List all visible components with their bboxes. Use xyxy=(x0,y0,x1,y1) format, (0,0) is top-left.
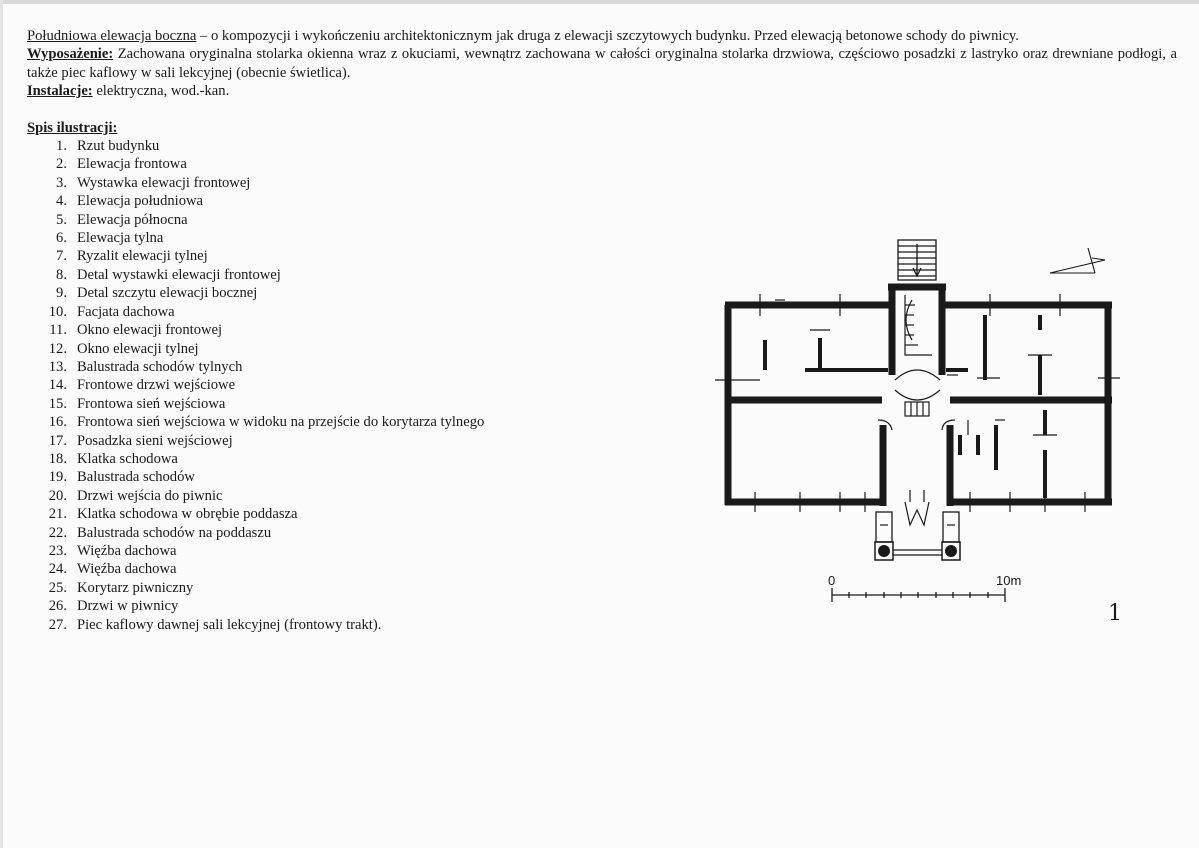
list-item-number: 21. xyxy=(48,506,67,523)
list-item-number: 8. xyxy=(56,266,67,283)
list-item-number: 22. xyxy=(48,524,67,541)
list-item-text: Elewacja frontowa xyxy=(77,156,187,173)
floor-plan-drawing xyxy=(700,230,1120,630)
south-elevation-text: – o kompozycji i wykończeniu architektonicznym jak druga z elewacji szczytowych budynku. Przed elewacją betonowe schody do piwnicy. xyxy=(196,28,1019,44)
list-item-number: 23. xyxy=(48,542,67,559)
south-elevation-title: Południowa elewacja boczna xyxy=(27,28,197,44)
list-item-text: Klatka schodowa w obrębie poddasza xyxy=(77,506,298,523)
list-item-text: Więźba dachowa xyxy=(77,542,177,559)
list-item-text: Elewacja południowa xyxy=(77,193,204,210)
list-item-number: 13. xyxy=(48,358,67,375)
list-item xyxy=(27,211,1177,229)
list-item-text: Wystawka elewacji frontowej xyxy=(77,174,251,191)
list-item-text: Więźba dachowa xyxy=(77,561,177,578)
doors xyxy=(810,330,1057,525)
list-item-number: 15. xyxy=(48,395,67,412)
installations-text: elektryczna, wod.-kan. xyxy=(92,83,230,100)
main-staircase xyxy=(895,295,940,416)
list-item-text: Ryzalit elewacji tylnej xyxy=(77,248,208,265)
list-item-number: 3. xyxy=(56,174,67,191)
north-arrow-icon xyxy=(1050,248,1105,273)
list-item xyxy=(27,137,1177,155)
illustrations-heading: Spis ilustracji: xyxy=(27,119,118,136)
list-item-number: 19. xyxy=(48,469,67,486)
list-item-text: Klatka schodowa xyxy=(77,450,178,467)
list-item-number: 27. xyxy=(48,616,67,633)
list-item-number: 24. xyxy=(48,561,67,578)
outer-walls xyxy=(725,285,1112,506)
list-item-number: 12. xyxy=(48,340,67,357)
scale-bar xyxy=(832,588,1005,602)
list-item-number: 10. xyxy=(48,303,67,320)
scan-edge-left xyxy=(0,0,3,848)
list-item-text: Drzwi w piwnicy xyxy=(77,598,179,615)
list-item-text: Detal szczytu elewacji bocznej xyxy=(77,285,258,302)
list-item-text: Balustrada schodów xyxy=(77,469,195,486)
list-item-number: 9. xyxy=(56,285,67,302)
list-item-text: Balustrada schodów na poddaszu xyxy=(77,524,272,541)
list-item-text: Posadzka sieni wejściowej xyxy=(77,432,233,449)
list-item-number: 4. xyxy=(56,193,67,210)
list-item xyxy=(27,155,1177,173)
scale-end-label: 10m xyxy=(996,573,1022,588)
list-item-number: 16. xyxy=(48,414,67,431)
list-item-number: 14. xyxy=(48,377,67,394)
scale-start-label: 0 xyxy=(828,573,836,588)
list-item-text: Frontowa sień wejściowa w widoku na przejście do korytarza tylnego xyxy=(77,414,485,431)
list-item-number: 26. xyxy=(48,598,67,615)
list-item-number: 20. xyxy=(48,487,67,504)
list-item-text: Detal wystawki elewacji frontowej xyxy=(77,266,281,283)
list-item-text: Balustrada schodów tylnych xyxy=(77,358,243,375)
list-item-text: Rzut budynku xyxy=(77,138,160,155)
illustrations-heading-line xyxy=(27,119,1177,137)
list-item xyxy=(27,174,1177,192)
list-item-number: 11. xyxy=(49,322,67,339)
list-item-number: 18. xyxy=(48,450,67,467)
list-item-text: Drzwi wejścia do piwnic xyxy=(77,487,223,504)
equipment-text: Zachowana oryginalna stolarka okienna wraz z okuciami, wewnątrz zachowana w całości oryginalna stolarka drzwiowa, częściowo posadzki z lastryko oraz drewniane podłogi, a także piec kaflowy w sali lekcyjnej (obecnie świetlica). xyxy=(27,46,1177,81)
rear-stairs xyxy=(898,240,936,280)
list-item-text: Facjata dachowa xyxy=(77,303,175,320)
list-item-number: 5. xyxy=(56,211,67,228)
front-porch xyxy=(875,512,960,560)
list-item-text: Frontowe drzwi wejściowe xyxy=(77,377,236,394)
list-item xyxy=(27,192,1177,210)
list-item-text: Piec kaflowy dawnej sali lekcyjnej (frontowy trakt). xyxy=(77,616,382,633)
list-item-number: 1. xyxy=(56,138,67,155)
list-item-text: Elewacja północna xyxy=(77,211,188,228)
installations-label: Instalacje: xyxy=(27,83,93,100)
equipment-label: Wyposażenie: xyxy=(27,46,114,63)
list-item-text: Frontowa sień wejściowa xyxy=(77,395,226,412)
figure-number: 1 xyxy=(1108,601,1122,626)
list-item-number: 25. xyxy=(48,579,67,596)
list-item-number: 2. xyxy=(56,156,67,173)
scan-edge-top xyxy=(0,0,1199,4)
equipment-paragraph xyxy=(27,45,1177,82)
list-item-text: Okno elewacji frontowej xyxy=(77,322,223,339)
list-item-number: 6. xyxy=(56,230,67,247)
south-elevation-paragraph xyxy=(27,27,1177,45)
list-item-text: Okno elewacji tylnej xyxy=(77,340,199,357)
list-item-number: 7. xyxy=(56,248,67,265)
installations-paragraph xyxy=(27,82,1177,100)
list-item-text: Korytarz piwniczny xyxy=(77,579,194,596)
list-item-text: Elewacja tylna xyxy=(77,230,164,247)
list-item-number: 17. xyxy=(48,432,67,449)
